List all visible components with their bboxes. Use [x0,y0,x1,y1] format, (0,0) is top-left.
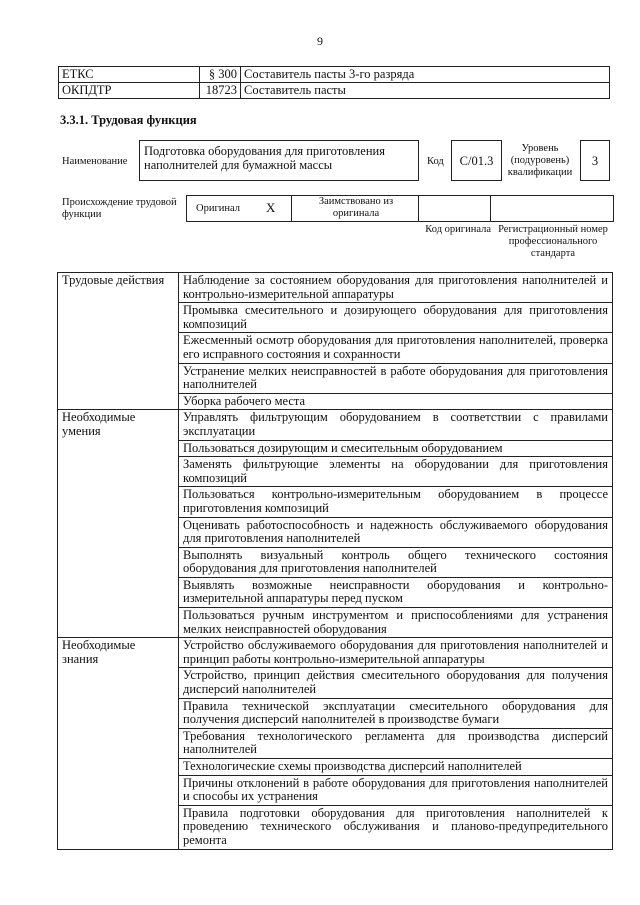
borrowed-label: Заимствовано из оригинала [318,196,394,219]
classifier-title: Составитель пасты [241,83,610,99]
name-label: Наименование [62,156,128,167]
section-item: Пользоваться контрольно-измерительным оборудованием в процессе приготовления композиций [179,487,613,517]
section-item: Технологические схемы производства дисперсий наполнителей [179,759,613,776]
level-label: Уровень (подуровень) квалификации [507,143,573,178]
code-original-cell [418,195,491,222]
table-row [59,67,610,83]
section-item: Пользоваться ручным инструментом и приспособлениями для устранения мелких неисправностей оборудования [179,608,613,638]
level-box [580,140,610,181]
table-row [58,273,613,303]
classifier-name: ОКПДТР [59,83,200,99]
original-mark: X [266,200,276,215]
section-item: Выявлять возможные неисправности оборудования и контрольно-измерительной аппаратуры перед пуском [179,577,613,607]
classifier-code: 18723 [200,83,241,99]
page-number: 9 [317,34,323,48]
function-code-value: C/01.3 [459,154,494,168]
original-label: Оригинал [196,203,240,214]
code-label: Код [427,156,444,167]
table-row [59,83,610,99]
section-item: Управлять фильтрующим оборудованием в соответствии с правилами эксплуатации [179,410,613,440]
section-category: Трудовые действия [58,273,179,410]
section-item: Устройство обслуживаемого оборудования для приготовления наполнителей и принцип работы контрольно-измерительной аппаратуры [179,638,613,668]
function-name-box [139,140,419,181]
section-item: Заменять фильтрующие элементы на оборудовании для приготовления композиций [179,457,613,487]
section-category: Необходимые умения [58,410,179,638]
section-item: Выполнять визуальный контроль общего технического состояния оборудования для приготовления наполнителей [179,547,613,577]
classifier-code: § 300 [200,67,241,83]
function-code-box [451,140,502,181]
section-item: Правила подготовки оборудования для приготовления наполнителей к проведению технического обслуживания и планово-предупредительного ремонта [179,805,613,849]
table-row [58,410,613,440]
section-item: Правила технической эксплуатации смесительного оборудования для получения дисперсий наполнителей в производстве бумаги [179,698,613,728]
classifier-title: Составитель пасты 3-го разряда [241,67,610,83]
section-title: 3.3.1. Трудовая функция [60,113,197,127]
origin-label: Происхождение трудовой функции [62,197,177,220]
section-item: Причины отклонений в работе оборудования для приготовления наполнителей и способы их устранения [179,775,613,805]
classifier-name: ЕТКС [59,67,200,83]
section-item: Уборка рабочего места [179,393,613,410]
level-value: 3 [591,154,599,168]
section-item: Оценивать работоспособность и надежность обслуживаемого оборудования для приготовления наполнителей [179,517,613,547]
function-name-value: Подготовка оборудования для приготовления наполнителей для бумажной массы [144,144,385,172]
section-category: Необходимые знания [58,638,179,849]
section-item: Ежесменный осмотр оборудования для приготовления наполнителей, проверка его исправного состояния и сохранности [179,333,613,363]
reg-number-label: Регистрационный номер профессионального стандарта [498,224,608,259]
table-row [58,638,613,668]
section-item: Устранение мелких неисправностей в работе оборудования для приготовления наполнителей [179,363,613,393]
codes-table [58,66,610,99]
section-item: Устройство, принцип действия смесительного оборудования для получения дисперсий наполнителей [179,668,613,698]
section-item: Пользоваться дозирующим и смесительным оборудованием [179,440,613,457]
section-item: Промывка смесительного и дозирующего оборудования для приготовления композиций [179,303,613,333]
code-original-label: Код оригинала [425,224,491,235]
section-item: Наблюдение за состоянием оборудования для приготовления наполнителей и контрольно-измерительной аппаратуры [179,273,613,303]
section-item: Требования технологического регламента для производства дисперсий наполнителей [179,728,613,758]
function-details-table [57,272,613,850]
